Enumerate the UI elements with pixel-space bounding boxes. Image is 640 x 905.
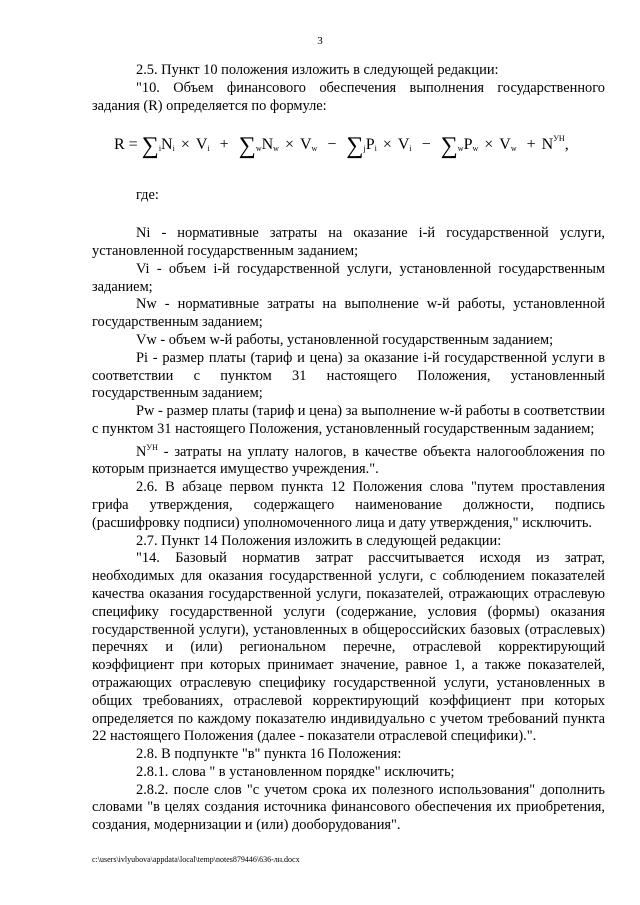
formula-var: P xyxy=(463,136,473,154)
nyh-sup: УН xyxy=(146,442,158,452)
definition-nyh xyxy=(92,439,605,479)
minus-symbol: − xyxy=(327,136,337,154)
formula-sub: i xyxy=(207,144,210,154)
formula-var: V xyxy=(195,136,208,154)
sum-symbol: ∑ xyxy=(238,133,256,160)
paragraph-2-5: 2.5. Пункт 10 положения изложить в следующей редакции: xyxy=(136,62,499,78)
formula-sub: w xyxy=(510,144,517,154)
formula-sub: i xyxy=(158,144,162,154)
formula-end: , xyxy=(564,136,569,154)
paragraph-10-intro: "10. Объем финансового обеспечения выполнения государственного задания (R) определяется по формуле: xyxy=(92,79,605,114)
formula-var: N xyxy=(261,136,274,154)
sum-symbol: ∑ xyxy=(346,133,364,160)
formula-sub: w xyxy=(255,144,262,154)
definition-vi: Vi - объем i-й государственной услуги, установленной государственным заданием; xyxy=(92,260,605,295)
sum-symbol: ∑ xyxy=(141,133,159,160)
document-body xyxy=(92,62,605,835)
formula-sub: i xyxy=(172,144,175,154)
minus-symbol: − xyxy=(421,136,431,154)
formula xyxy=(92,125,605,173)
page-number: 3 xyxy=(317,35,323,47)
definition-ni: Ni - нормативные затраты на оказание i-й государственной услуги, установленной государственным заданием; xyxy=(92,225,605,259)
times-symbol: × xyxy=(484,136,494,154)
paragraph-2-8-1: 2.8.1. слова " в установленном порядке" исключить; xyxy=(136,763,455,780)
paragraph-14: "14. Базовый норматив затрат рассчитывается исходя из затрат, необходимых для оказания государственной услуги, с соблюдением показателей качества оказания государственной услуги, показателей, отражающих отраслевую специфику государственной услуги (содержание, условия (формы) оказания государственной услуги), установленных в общероссийских базовых (отраслевых) перечнях и (или) региональном перечне, отраслевой корректирующий коэффициент при которых принимает значение, равное 1, а также показателей, отражающих отраслевую специфику государственной услуги, установленных в общих требованиях, отраслевой корректирующий коэффициент при которых определяется по каждому показателю индивидуально с учетом требований пункта 22 настоящего Положения (далее - показатели отраслевой специфики).". xyxy=(92,550,605,745)
definition-pw: Pw - размер платы (тариф и цена) за выполнение w-й работы в соответствии с пунктом 31 настоящего Положения, установленный государственным заданием; xyxy=(92,403,605,437)
file-path-footer: c:\users\ivlyubova\appdata\local\temp\notes879446\636-лн.docx xyxy=(92,855,300,864)
formula-var: V xyxy=(397,136,410,154)
formula-lhs: R = xyxy=(114,136,138,154)
formula-sub: w xyxy=(472,144,479,154)
formula-var: P xyxy=(365,136,375,154)
formula-var: N xyxy=(161,136,173,154)
paragraph-2-8: 2.8. В подпункте "в" пункта 16 Положения: xyxy=(136,746,402,763)
where-label: где: xyxy=(136,187,159,204)
formula-sub: j xyxy=(363,144,366,154)
formula-var: V xyxy=(499,136,511,154)
paragraph-2-6: 2.6. В абзаце первом пункта 12 Положения слова "путем проставления грифа утверждения, содержащего наименование должности, подпись (расшифровку подписи) уполномоченного лица и дату утверждения," исключить. xyxy=(92,479,605,531)
plus-symbol: + xyxy=(526,136,536,154)
nyh-symbol: N xyxy=(136,443,147,460)
times-symbol: × xyxy=(284,136,294,154)
formula-var: N xyxy=(541,136,554,154)
definition-nw: Nw - нормативные затраты на выполнение w-й работы, установленной государственным заданием; xyxy=(92,296,605,331)
formula-var: V xyxy=(299,136,312,154)
sum-symbol: ∑ xyxy=(440,133,458,160)
times-symbol: × xyxy=(382,136,392,154)
formula-sub: w xyxy=(273,144,279,154)
formula-sub: i xyxy=(409,144,412,154)
paragraph-2-7: 2.7. Пункт 14 Положения изложить в следующей редакции: xyxy=(136,532,502,549)
nyh-text: - затраты на уплату налогов, в качестве объекта налогообложения по которым признается имущество учреждения.". xyxy=(92,443,605,478)
formula-sub: w xyxy=(311,144,318,154)
formula-sub: i xyxy=(374,144,377,154)
times-symbol: × xyxy=(180,136,190,154)
definition-vw: Vw - объем w-й работы, установленной государственным заданием; xyxy=(136,331,554,348)
paragraph-2-8-2: 2.8.2. после слов "с учетом срока их полезного использования" дополнить словами "в целях создания источника финансового обеспечения их приобретения, создания, модернизации и (или) дооборудования". xyxy=(92,781,605,834)
plus-symbol: + xyxy=(219,136,229,154)
formula-sub: w xyxy=(457,144,464,154)
definition-pi: Pi - размер платы (тариф и цена) за оказание i-й государственной услуги в соответствии с пунктом 31 настоящего Положения, установленный государственным заданием; xyxy=(92,349,605,402)
formula-sup: УН xyxy=(553,134,565,144)
